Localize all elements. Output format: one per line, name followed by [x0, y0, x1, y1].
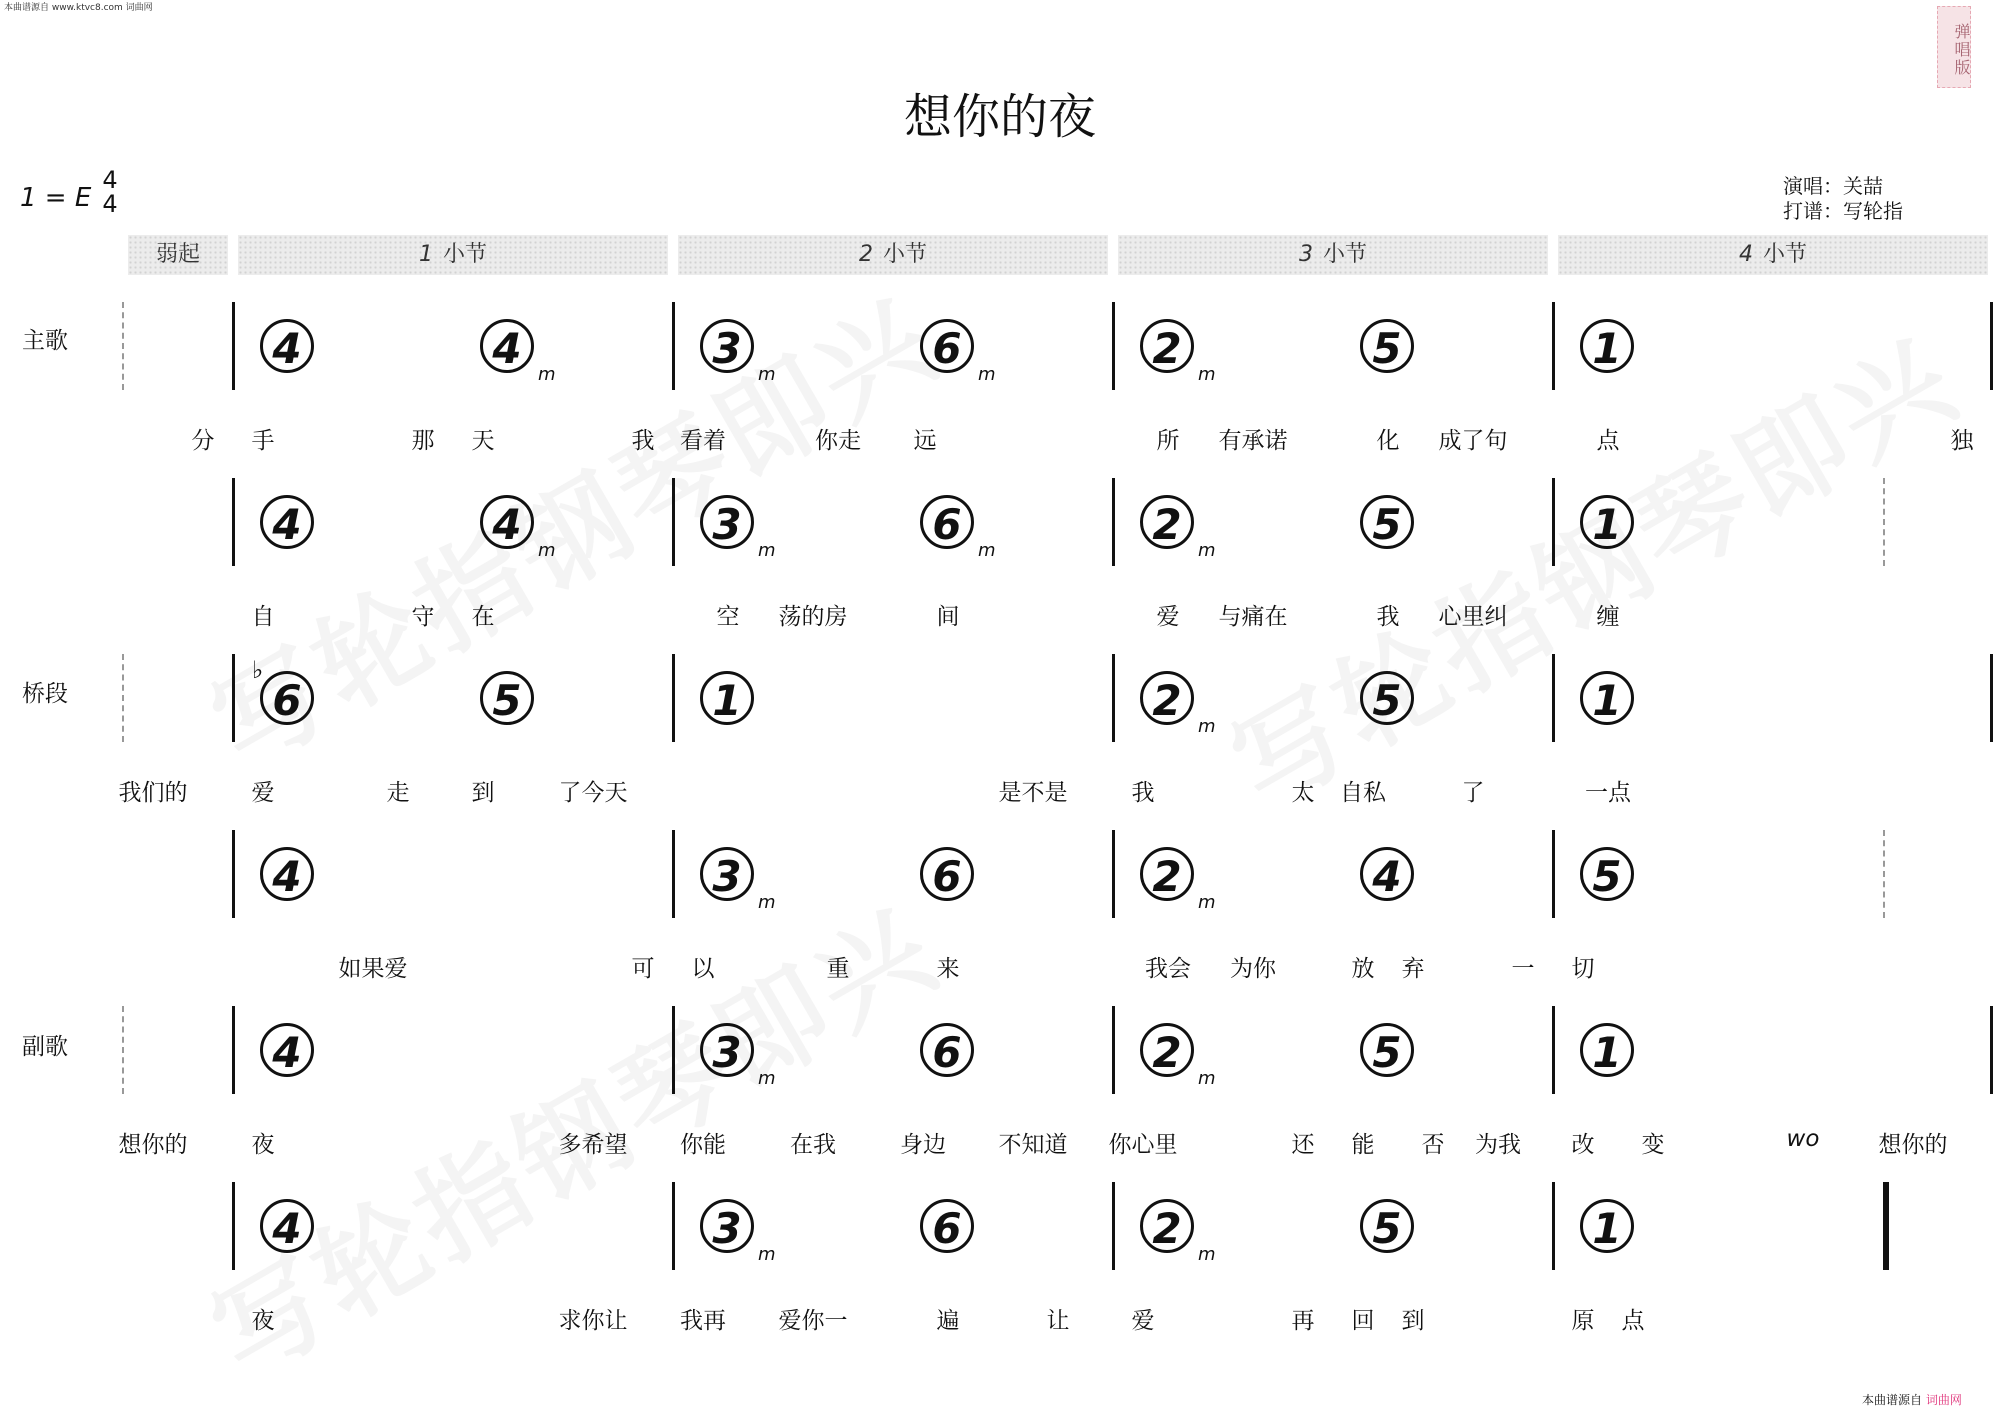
chord-degree: 5: [1360, 671, 1414, 725]
chord-degree: 4: [260, 319, 314, 373]
lyric-word: 放: [1351, 956, 1375, 982]
lyric-word: 为我: [1475, 1132, 1521, 1158]
measure-3-header: [1118, 235, 1548, 275]
barline: [232, 830, 235, 918]
lyric-word: 再: [1291, 1308, 1315, 1334]
lyric-word: 看着: [680, 428, 726, 454]
chord-degree: 5: [1580, 847, 1634, 901]
lyric-word: 在: [471, 604, 495, 630]
chord-degree: 3: [700, 1199, 754, 1253]
barline: [1112, 654, 1115, 742]
barline: [1112, 830, 1115, 918]
lyric-word: 手: [251, 428, 275, 454]
lyric-word: 太: [1291, 780, 1315, 806]
lyric-word: 那: [411, 428, 435, 454]
measure-unit: 小节: [442, 242, 487, 267]
page-title: 想你的夜: [903, 89, 1096, 145]
barline: [232, 1182, 235, 1270]
lyric-word: 回: [1351, 1308, 1375, 1334]
lyric-word: 否: [1421, 1132, 1445, 1158]
key-signature: 1 = E: [20, 183, 92, 213]
chord-degree: 3: [700, 847, 754, 901]
lyric-word: 远: [913, 428, 937, 454]
lyric-word: 夜: [251, 1132, 275, 1158]
measure-2-header: [678, 235, 1108, 275]
lyric-word: 我们的: [118, 780, 188, 806]
flat-marker: ♭: [252, 656, 264, 684]
lyric-word: 身边: [900, 1132, 946, 1158]
barline: [232, 1006, 235, 1094]
lyric-word: 走: [386, 780, 410, 806]
lyric-word: 爱: [251, 780, 275, 806]
watermark: [1200, 294, 1982, 837]
lyric-word: 所: [1156, 428, 1180, 454]
footer-text: 本曲谱源自: [1862, 1393, 1923, 1407]
barline: [1112, 478, 1115, 566]
final-barline: [1883, 1182, 1889, 1270]
minor-marker: m: [978, 364, 996, 385]
minor-marker: m: [1198, 1068, 1216, 1089]
lyric-word: 成了句: [1438, 428, 1508, 454]
lyric-word: 想你的: [1878, 1132, 1948, 1158]
lyric-word: 你能: [680, 1132, 726, 1158]
lyric-word: wo: [1786, 1126, 1820, 1152]
lyric-word: 我: [1131, 780, 1155, 806]
lyric-word: 多希望: [558, 1132, 628, 1158]
chord-degree: 4: [260, 495, 314, 549]
barline: [672, 302, 675, 390]
measure-number: 4: [1738, 242, 1753, 267]
chord-degree: 2: [1140, 495, 1194, 549]
lyric-word: 空: [716, 604, 740, 630]
lyric-word: 为你: [1230, 956, 1276, 982]
chord-degree: 2: [1140, 1199, 1194, 1253]
footer-source: [1862, 1391, 1962, 1408]
chord-degree: 3: [700, 495, 754, 549]
barline: [1552, 1182, 1555, 1270]
lyric-word: 点: [1621, 1308, 1645, 1334]
measure-1-header: [238, 235, 668, 275]
lyric-word: 能: [1351, 1132, 1375, 1158]
minor-marker: m: [758, 892, 776, 913]
chord-degree: 6: [920, 847, 974, 901]
lyric-word: 自: [251, 604, 275, 630]
lyric-word: 你心里: [1108, 1132, 1178, 1158]
chord-degree: 4: [1360, 847, 1414, 901]
chord-degree: 4: [480, 319, 534, 373]
minor-marker: m: [1198, 1244, 1216, 1265]
lyric-word: 让: [1046, 1308, 1070, 1334]
barline: [1552, 478, 1555, 566]
lyric-word: 变: [1641, 1132, 1665, 1158]
pickup-header: 弱起: [128, 235, 228, 275]
chord-degree: 1: [1580, 495, 1634, 549]
repeat-dash-line: [1883, 830, 1885, 918]
measure-unit: 小节: [1322, 242, 1367, 267]
lyric-word: 一: [1511, 956, 1535, 982]
chord-degree: 4: [480, 495, 534, 549]
lyric-word: 原: [1571, 1308, 1595, 1334]
lyric-word: 求你让: [558, 1308, 628, 1334]
barline: [1552, 302, 1555, 390]
lyric-word: 荡的房: [778, 604, 848, 630]
chord-degree: 2: [1140, 319, 1194, 373]
lyric-word: 我: [1376, 604, 1400, 630]
minor-marker: m: [978, 540, 996, 561]
section-bracket: [122, 302, 124, 390]
lyric-word: 你走: [815, 428, 861, 454]
version-badge: 弹唱版: [1937, 6, 1971, 88]
measure-unit: 小节: [882, 242, 927, 267]
lyric-word: 我再: [680, 1308, 726, 1334]
minor-marker: m: [758, 1068, 776, 1089]
lyric-word: 是不是: [998, 780, 1068, 806]
lyric-word: 自私: [1340, 780, 1386, 806]
chord-degree: 6: [920, 1199, 974, 1253]
chord-degree: 1: [1580, 319, 1634, 373]
chord-degree: 6: [920, 319, 974, 373]
lyric-word: 在我: [790, 1132, 836, 1158]
chord-degree: 2: [1140, 671, 1194, 725]
section-verse: 主歌: [22, 328, 68, 354]
lyric-word: 我会: [1145, 956, 1191, 982]
barline: [1990, 654, 1993, 742]
barline: [672, 830, 675, 918]
measure-4-header: [1558, 235, 1988, 275]
lyric-word: 爱: [1156, 604, 1180, 630]
barline: [1112, 1006, 1115, 1094]
repeat-dash-line: [1883, 478, 1885, 566]
chord-degree: 4: [260, 847, 314, 901]
lyric-word: 遍: [936, 1308, 960, 1334]
minor-marker: m: [758, 540, 776, 561]
minor-marker: m: [758, 364, 776, 385]
chord-degree: 5: [1360, 495, 1414, 549]
lyric-word: 守: [411, 604, 435, 630]
barline: [1552, 654, 1555, 742]
measure-number: 3: [1298, 242, 1313, 267]
section-bridge: 桥段: [22, 681, 68, 707]
lyric-word: 可: [631, 956, 655, 982]
lyric-word: 一点: [1585, 780, 1631, 806]
source-note: 本曲谱源自 www.ktvc8.com 词曲网: [4, 3, 153, 13]
barline: [1990, 1006, 1993, 1094]
lyric-word: 天: [471, 428, 495, 454]
section-bracket: [122, 654, 124, 742]
section-bracket: [122, 1006, 124, 1094]
measure-unit: 小节: [1762, 242, 1807, 267]
lyric-word: 夜: [251, 1308, 275, 1334]
lyric-word: 爱: [1131, 1308, 1155, 1334]
chord-degree: 2: [1140, 847, 1194, 901]
lyric-word: 重: [826, 956, 850, 982]
chord-degree: 5: [1360, 319, 1414, 373]
chord-degree: 6: [920, 495, 974, 549]
lyric-word: 如果爱: [338, 956, 408, 982]
time-signature: [98, 168, 122, 216]
chord-degree: 1: [1580, 671, 1634, 725]
footer-site: 词曲网: [1925, 1393, 1962, 1407]
chord-degree: 4: [260, 1199, 314, 1253]
chord-degree: 1: [1580, 1023, 1634, 1077]
lyric-word: 缠: [1596, 604, 1620, 630]
lyric-word: 间: [936, 604, 960, 630]
barline: [1552, 830, 1555, 918]
time-signature-bottom: 4: [102, 190, 118, 218]
lyric-word: 还: [1291, 1132, 1315, 1158]
chord-degree: 3: [700, 319, 754, 373]
chord-degree: 5: [1360, 1023, 1414, 1077]
minor-marker: m: [1198, 364, 1216, 385]
lyric-word: 切: [1571, 956, 1595, 982]
minor-marker: m: [1198, 716, 1216, 737]
barline: [232, 478, 235, 566]
measure-number: 2: [858, 242, 873, 267]
lyric-word: 到: [471, 780, 495, 806]
arranger-credit: 打谱：写轮指: [1783, 199, 1903, 223]
barline: [672, 478, 675, 566]
lyric-word: 了: [1461, 780, 1485, 806]
lyric-word: 有承诺: [1218, 428, 1288, 454]
chord-degree: 2: [1140, 1023, 1194, 1077]
lyric-word: 到: [1401, 1308, 1425, 1334]
singer-credit: 演唱：关喆: [1783, 174, 1883, 198]
minor-marker: m: [538, 364, 556, 385]
barline: [1552, 1006, 1555, 1094]
lyric-word: 弃: [1401, 956, 1425, 982]
chord-degree: 1: [700, 671, 754, 725]
lyric-word: 心里纠: [1438, 604, 1508, 630]
barline: [232, 654, 235, 742]
lyric-word: 化: [1376, 428, 1400, 454]
chord-degree: 6: [920, 1023, 974, 1077]
lyric-word: 不知道: [998, 1132, 1068, 1158]
lyric-word: 点: [1596, 428, 1620, 454]
lyric-word: 以: [691, 956, 715, 982]
lyric-word: 了今天: [558, 780, 628, 806]
lyric-word: 想你的: [118, 1132, 188, 1158]
barline: [672, 1182, 675, 1270]
chord-degree: 5: [1360, 1199, 1414, 1253]
lyric-word: 来: [936, 956, 960, 982]
chord-degree: 5: [480, 671, 534, 725]
lyric-word: 爱你一: [778, 1308, 848, 1334]
minor-marker: m: [758, 1244, 776, 1265]
time-signature-top: 4: [102, 166, 118, 194]
barline: [1112, 302, 1115, 390]
barline: [1990, 302, 1993, 390]
chord-degree: 1: [1580, 1199, 1634, 1253]
barline: [1112, 1182, 1115, 1270]
lyric-word: 分: [191, 428, 215, 454]
chord-degree: 3: [700, 1023, 754, 1077]
lyric-word: 我: [631, 428, 655, 454]
section-chorus: 副歌: [22, 1034, 68, 1060]
lyric-word: 与痛在: [1218, 604, 1288, 630]
minor-marker: m: [1198, 540, 1216, 561]
measure-number: 1: [418, 242, 433, 267]
minor-marker: m: [538, 540, 556, 561]
chord-degree: 4: [260, 1023, 314, 1077]
lyric-word: 独: [1950, 428, 1974, 454]
barline: [232, 302, 235, 390]
chord-degree: 6: [260, 671, 314, 725]
minor-marker: m: [1198, 892, 1216, 913]
barline: [672, 1006, 675, 1094]
barline: [672, 654, 675, 742]
lyric-word: 改: [1571, 1132, 1595, 1158]
